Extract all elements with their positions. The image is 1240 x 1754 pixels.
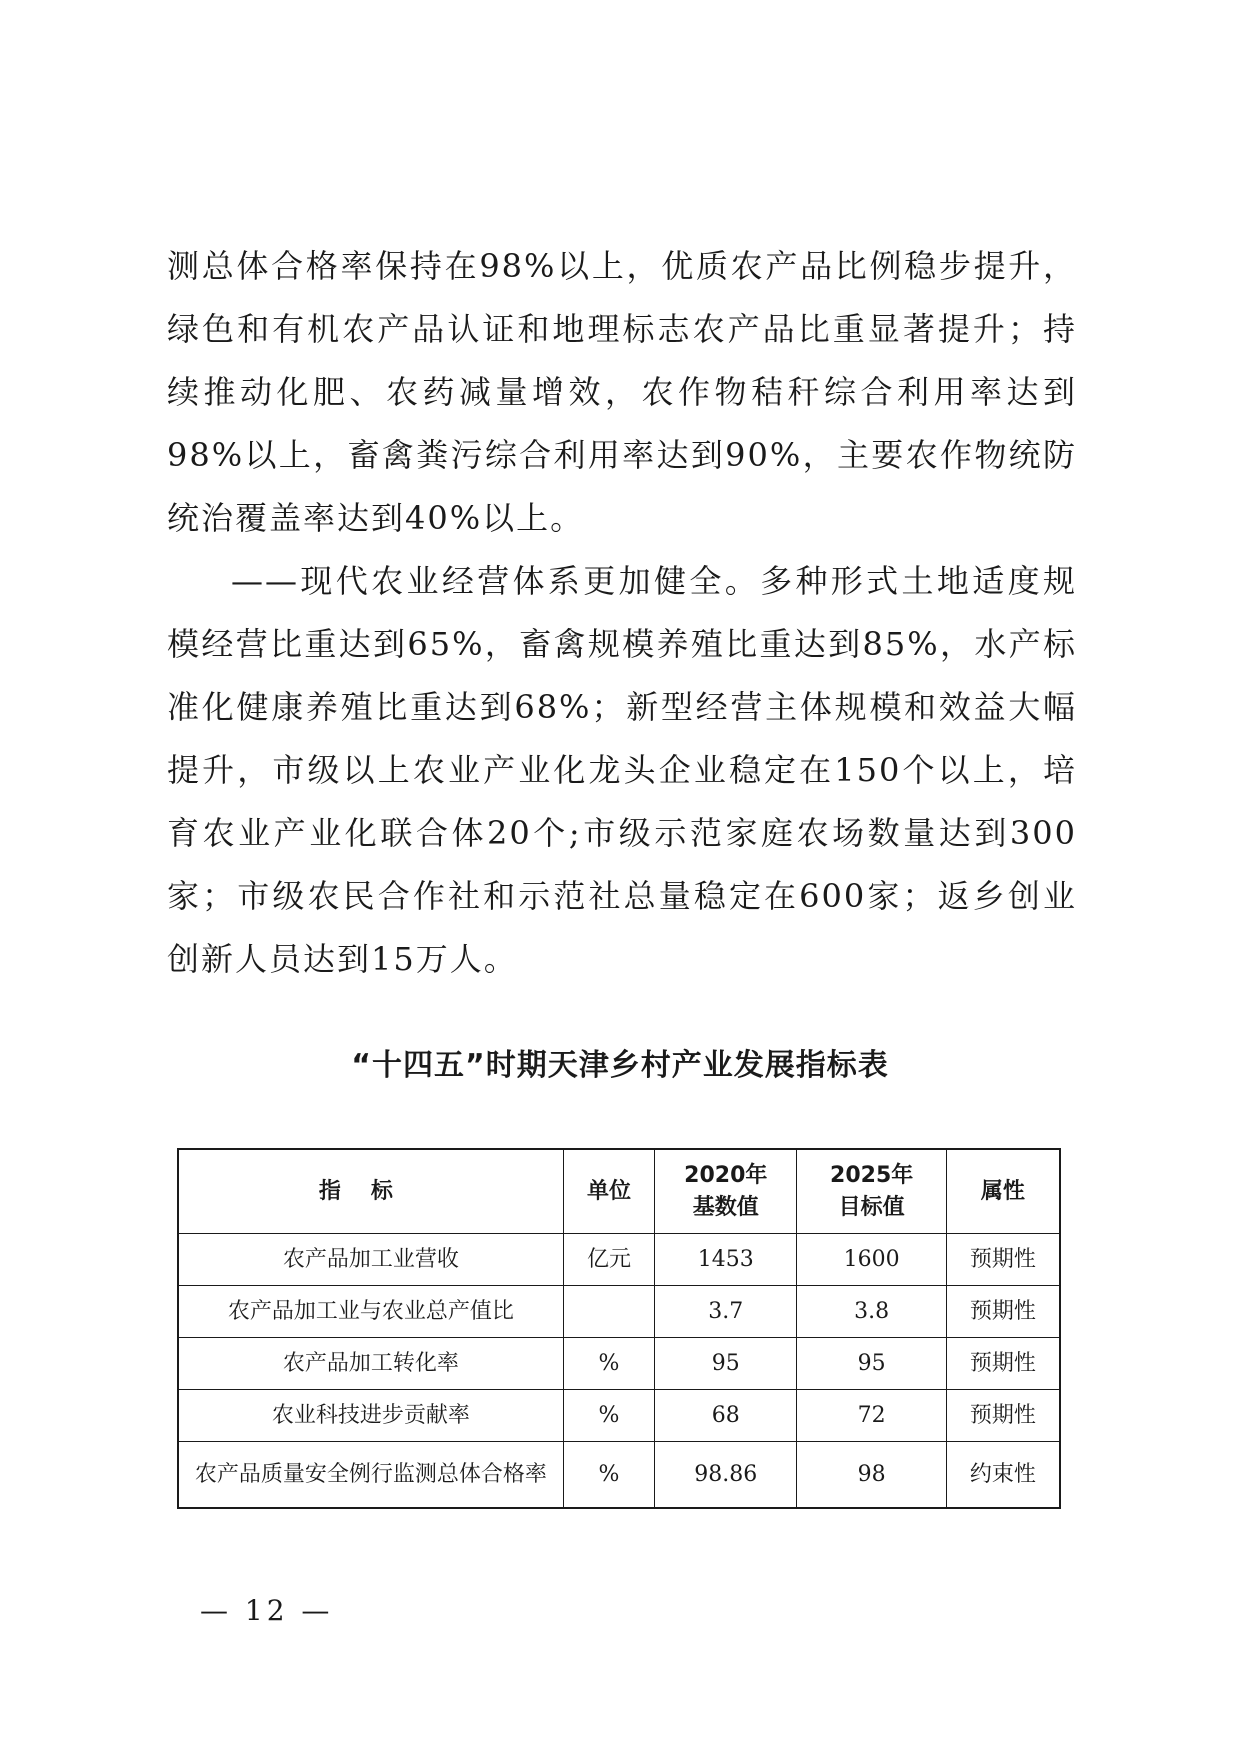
- cell-unit: %: [563, 1338, 654, 1390]
- cell-indicator: 农产品加工业与农业总产值比: [178, 1286, 563, 1338]
- cell-target: 72: [797, 1390, 946, 1442]
- cell-target: 1600: [797, 1234, 946, 1286]
- header-target-label: 目标值: [838, 1194, 905, 1220]
- cell-indicator: 农产品加工转化率: [178, 1338, 563, 1390]
- table-row: [178, 1338, 1060, 1390]
- paragraph-operation-system: ——现代农业经营体系更加健全。多种形式土地适度规模经营比重达到65%，畜禽规模养殖比重达到85%，水产标准化健康养殖比重达到68%；新型经营主体规模和效益大幅提升，市级以上农业产业化龙头企业稳定在150个以上，培育农业产业化联合体20个;市级示范家庭农场数量达到300家；市级农民合作社和示范社总量稳定在600家；返乡创业创新人员达到15万人。: [167, 562, 1077, 978]
- cell-attribute: 预期性: [946, 1390, 1060, 1442]
- header-attribute: 属性: [946, 1149, 1060, 1234]
- page-number: — 12 —: [200, 1594, 334, 1627]
- cell-base: 68: [655, 1390, 797, 1442]
- cell-attribute: 约束性: [946, 1442, 1060, 1509]
- table-row: [178, 1286, 1060, 1338]
- cell-unit: %: [563, 1442, 654, 1509]
- header-base-label: 基数值: [692, 1194, 759, 1220]
- table-header-row: [178, 1149, 1060, 1234]
- cell-target: 3.8: [797, 1286, 946, 1338]
- paragraph-quality: 测总体合格率保持在98%以上，优质农产品比例稳步提升，绿色和有机农产品认证和地理标志农产品比重显著提升；持续推动化肥、农药减量增效，农作物秸秆综合利用率达到98%以上，畜禽粪污综合利用率达到90%，主要农作物统防统治覆盖率达到40%以上。: [167, 247, 1077, 537]
- cell-attribute: 预期性: [946, 1286, 1060, 1338]
- cell-unit: 亿元: [563, 1234, 654, 1286]
- cell-attribute: 预期性: [946, 1234, 1060, 1286]
- cell-unit: [563, 1286, 654, 1338]
- table-row: [178, 1390, 1060, 1442]
- table-row: [178, 1442, 1060, 1509]
- cell-target: 95: [797, 1338, 946, 1390]
- header-indicator-label: 指标: [318, 1178, 423, 1204]
- cell-base: 3.7: [655, 1286, 797, 1338]
- indicator-table: [177, 1148, 1061, 1509]
- cell-base: 1453: [655, 1234, 797, 1286]
- cell-unit: %: [563, 1390, 654, 1442]
- table-title: “十四五”时期天津乡村产业发展指标表: [351, 1048, 889, 1083]
- cell-attribute: 预期性: [946, 1338, 1060, 1390]
- cell-target: 98: [797, 1442, 946, 1509]
- header-indicator: [178, 1149, 563, 1234]
- cell-indicator: 农产品加工业营收: [178, 1234, 563, 1286]
- header-target-value: [797, 1149, 946, 1234]
- header-base-year: 2020年: [684, 1162, 768, 1188]
- cell-indicator: 农业科技进步贡献率: [178, 1390, 563, 1442]
- body-text: [167, 235, 1077, 991]
- cell-base: 95: [655, 1338, 797, 1390]
- table-row: [178, 1234, 1060, 1286]
- cell-base: 98.86: [655, 1442, 797, 1509]
- header-base-value: [655, 1149, 797, 1234]
- header-unit: 单位: [563, 1149, 654, 1234]
- header-target-year: 2025年: [830, 1162, 914, 1188]
- cell-indicator: 农产品质量安全例行监测总体合格率: [178, 1442, 563, 1509]
